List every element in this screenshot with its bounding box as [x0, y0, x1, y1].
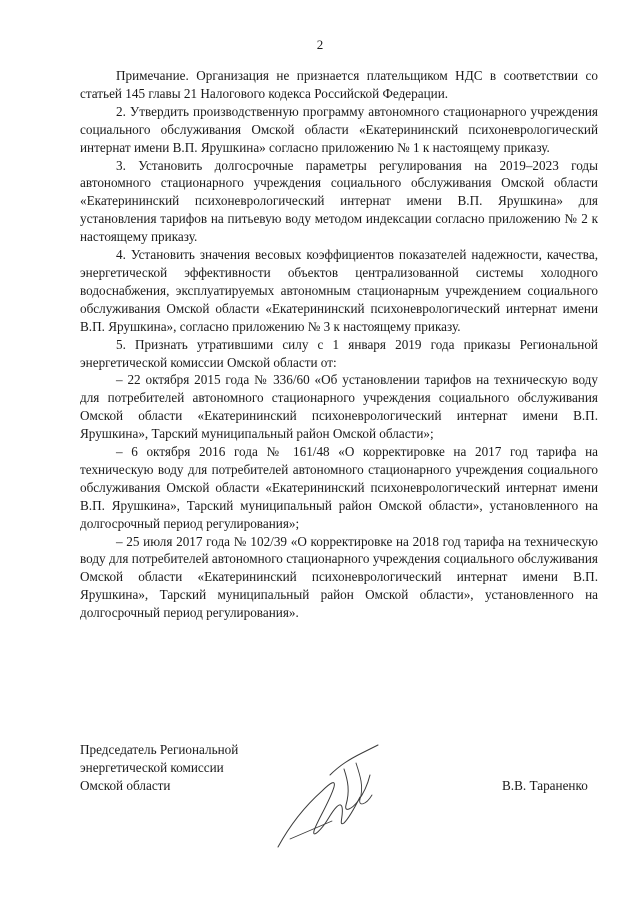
- signatory-position-line: Омской области: [80, 777, 171, 793]
- repealed-order-item: – 22 октября 2015 года № 336/60 «Об установлении тарифов на техническую воду для потребителей автономного стационарного учреждения социального обслуживания Омской области «Екатерининский психоневрологический интернат имени В.П. Ярушкина», Тарский муниципальный район Омской области»;: [80, 372, 598, 442]
- clause-3-paragraph: 3. Установить долгосрочные параметры регулирования на 2019–2023 годы автономного стационарного учреждения социального обслуживания Омской области «Екатерининский психоневрологический интернат имени В.П. Ярушкина» для установления тарифов на питьевую воду методом индексации согласно приложению № 2 к настоящему приказу.: [80, 157, 598, 245]
- repealed-order-item: – 6 октября 2016 года № 161/48 «О корректировке на 2017 год тарифа на техническую воду для потребителей автономного стационарного учреждения социального обслуживания Омской области «Екатерининский психоневрологический интернат имени В.П. Ярушкина», Тарский муниципальный район Омской области», установленного на долгосрочный период регулирования»;: [80, 444, 598, 531]
- note-paragraph: Примечание. Организация не признается плательщиком НДС в соответствии со статьей 145 главы 21 Налогового кодекса Российской Федерации.: [80, 68, 598, 101]
- repealed-order-item: – 25 июля 2017 года № 102/39 «О корректировке на 2018 год тарифа на техническую воду для потребителей автономного стационарного учреждения социального обслуживания Омской области «Екатерининский психоневрологический интернат имени В.П. Ярушкина», Тарский муниципальный район Омской области», установленного на долгосрочный период регулирования».: [80, 533, 598, 621]
- clause-2-paragraph: 2. Утвердить производственную программу автономного стационарного учреждения социального обслуживания Омской области «Екатерининский психоневрологический интернат имени В.П. Ярушкина» согласно приложению № 1 к настоящему приказу.: [80, 103, 598, 155]
- page-number: 2: [316, 37, 324, 52]
- signatory-position: [80, 741, 238, 795]
- clause-4-paragraph: 4. Установить значения весовых коэффициентов показателей надежности, качества, энергетической эффективности объектов централизованной системы холодного водоснабжения, эксплуатируемых автономным стационарным учреждением социального обслуживания Омской области «Екатерининский психоневрологический интернат имени В.П. Ярушкина», согласно приложению № 3 к настоящему приказу.: [80, 247, 598, 334]
- signatory-position-line: Председатель Региональной: [80, 742, 239, 757]
- clause-5-paragraph: 5. Признать утратившими силу с 1 января 2019 года приказы Региональной энергетической комиссии Омской области от:: [80, 336, 598, 370]
- signatory-position-line: энергетической комиссии: [80, 759, 224, 775]
- document-body: [80, 67, 598, 622]
- handwritten-signature: [270, 735, 390, 855]
- signer-name: В.В. Тараненко: [502, 778, 588, 793]
